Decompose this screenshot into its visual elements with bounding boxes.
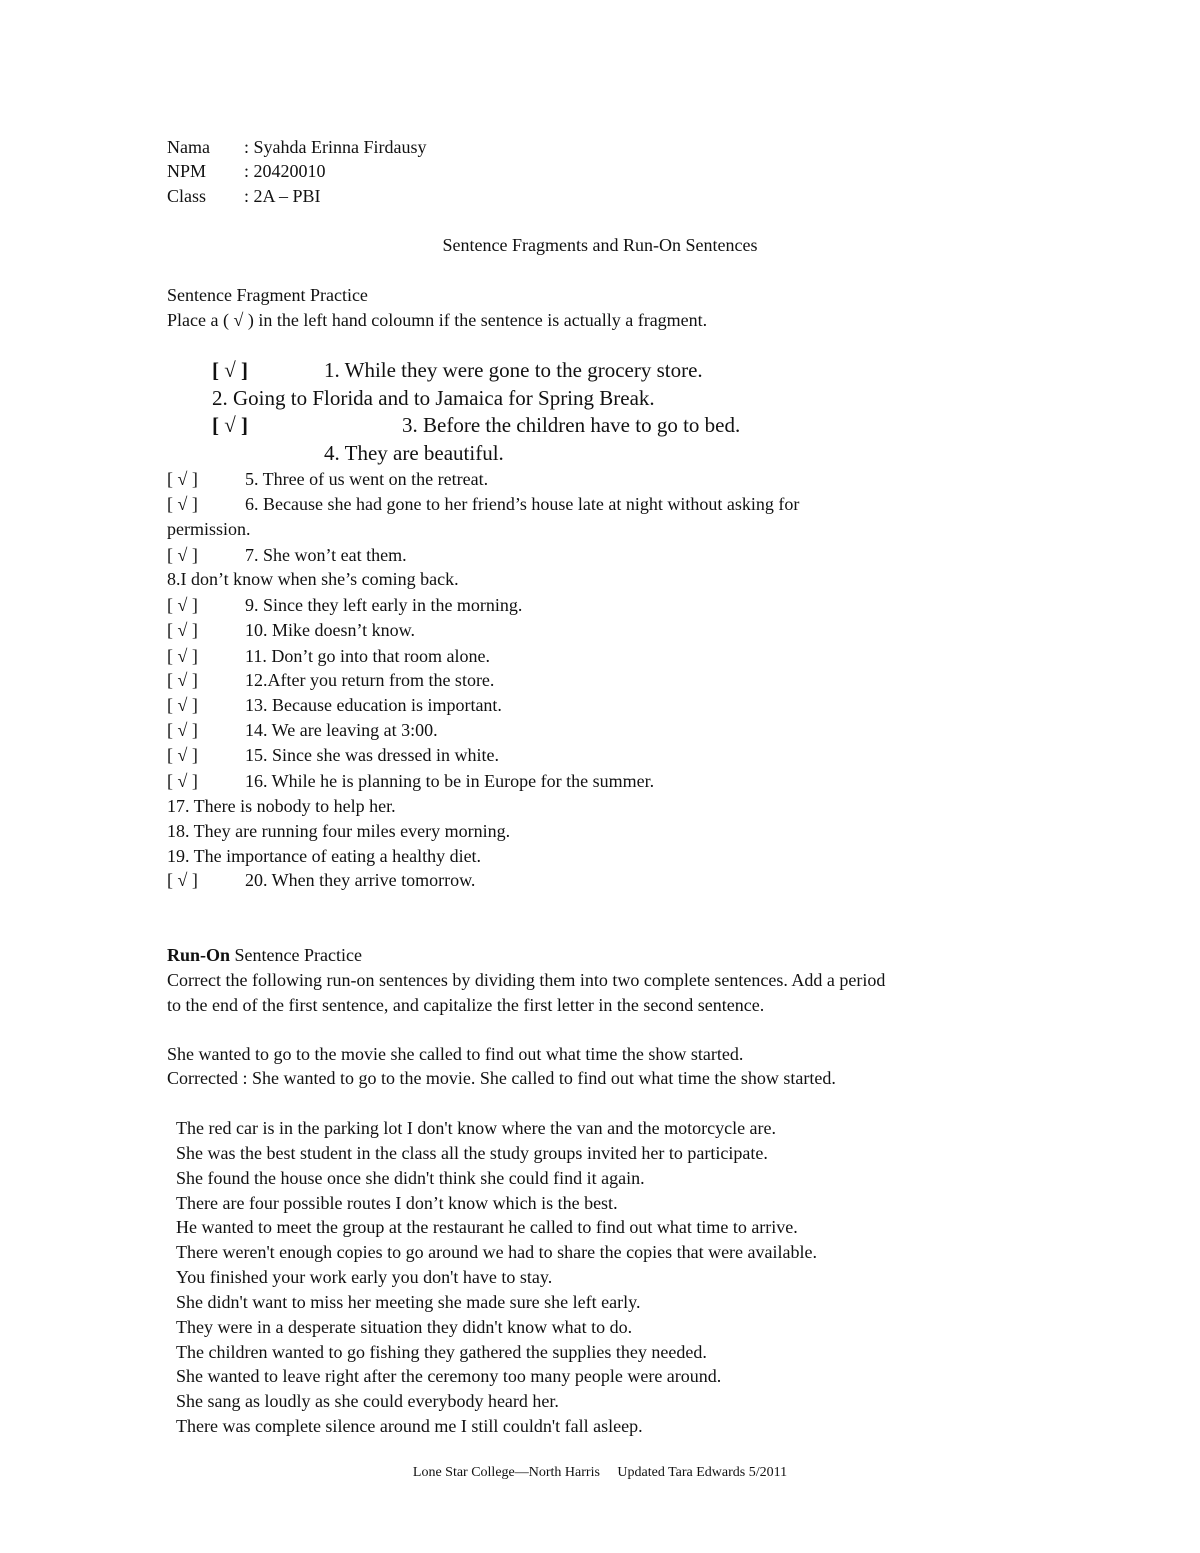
check-mark: [ √ ]: [167, 620, 198, 640]
fragment-item-continuation: permission.: [167, 519, 251, 539]
check-mark: [ √ ]: [167, 695, 198, 715]
check-mark: [ √ ]: [167, 771, 198, 791]
runon-heading: [167, 946, 362, 964]
runon-sentence: There was complete silence around me I still couldn't fall asleep.: [176, 1416, 643, 1436]
runon-heading-bold: Run-On: [167, 945, 231, 965]
fragment-item: 11. Don’t go into that room alone.: [245, 646, 490, 666]
page-footer: Lone Star College—North Harris Updated Tara Edwards 5/2011: [412, 1465, 788, 1480]
runon-sentence: She sang as loudly as she could everybody heard her.: [176, 1391, 559, 1411]
check-mark: [ √ ]: [167, 469, 198, 489]
class-label: Class: [167, 186, 207, 206]
runon-sentence: He wanted to meet the group at the restaurant he called to find out what time to arrive.: [176, 1217, 798, 1237]
runon-sentence: You finished your work early you don't have to stay.: [176, 1267, 553, 1287]
fragment-item: 6. Because she had gone to her friend’s house late at night without asking for: [245, 494, 800, 514]
check-mark: [ √ ]: [167, 595, 198, 615]
name-value: : Syahda Erinna Firdausy: [244, 137, 427, 157]
fragment-item: 17. There is nobody to help her.: [167, 796, 396, 816]
fragment-item: 7. She won’t eat them.: [245, 545, 407, 565]
runon-sentence: There weren't enough copies to go around we had to share the copies that were available.: [176, 1242, 817, 1262]
runon-sentence: She didn't want to miss her meeting she made sure she left early.: [176, 1292, 641, 1312]
fragment-instruction: Place a ( √ ) in the left hand coloumn if the sentence is actually a fragment.: [167, 310, 708, 330]
fragment-item: 16. While he is planning to be in Europe for the summer.: [245, 771, 655, 791]
check-mark: [ √ ]: [167, 720, 198, 740]
runon-sentence: There are four possible routes I don’t know which is the best.: [176, 1193, 618, 1213]
check-mark: [ √ ]: [167, 646, 198, 666]
fragment-item: 4. They are beautiful.: [324, 441, 504, 465]
name-label: Nama: [167, 137, 210, 157]
fragment-item: 20. When they arrive tomorrow.: [245, 870, 476, 890]
class-value: : 2A – PBI: [244, 186, 321, 206]
fragment-item: 8.I don’t know when she’s coming back.: [167, 569, 459, 589]
check-mark: [ √ ]: [167, 745, 198, 765]
check-mark: [ √ ]: [167, 670, 198, 690]
npm-value: : 20420010: [244, 161, 326, 181]
runon-sentence: They were in a desperate situation they didn't know what to do.: [176, 1317, 633, 1337]
runon-instruction-line1: Correct the following run-on sentences by dividing them into two complete sentences. Add a period: [167, 970, 886, 990]
fragment-item: 12.After you return from the store.: [245, 670, 495, 690]
runon-corrected: Corrected : She wanted to go to the movie. She called to find out what time the show started.: [167, 1068, 836, 1088]
fragment-item: 18. They are running four miles every morning.: [167, 821, 511, 841]
check-mark: [ √ ]: [167, 494, 198, 514]
fragment-item: 13. Because education is important.: [245, 695, 502, 715]
check-mark: [ √ ]: [212, 413, 249, 437]
check-mark: [ √ ]: [167, 545, 198, 565]
fragment-item: 2. Going to Florida and to Jamaica for Spring Break.: [212, 386, 655, 410]
fragment-item: 1. While they were gone to the grocery store.: [324, 358, 703, 382]
runon-sentence: She found the house once she didn't think she could find it again.: [176, 1168, 645, 1188]
fragment-item: 9. Since they left early in the morning.: [245, 595, 523, 615]
fragment-item: 19. The importance of eating a healthy diet.: [167, 846, 482, 866]
check-mark: [ √ ]: [167, 870, 198, 890]
fragment-item: 15. Since she was dressed in white.: [245, 745, 499, 765]
runon-sentence: She was the best student in the class all the study groups invited her to participate.: [176, 1143, 768, 1163]
runon-instruction-line2: to the end of the first sentence, and capitalize the first letter in the second sentence.: [167, 995, 765, 1015]
fragment-item: 14. We are leaving at 3:00.: [245, 720, 438, 740]
runon-example: She wanted to go to the movie she called to find out what time the show started.: [167, 1044, 744, 1064]
check-mark: [ √ ]: [212, 358, 249, 382]
fragment-item: 5. Three of us went on the retreat.: [245, 469, 489, 489]
runon-sentence: The children wanted to go fishing they gathered the supplies they needed.: [176, 1342, 707, 1362]
npm-label: NPM: [167, 161, 207, 181]
document-title: Sentence Fragments and Run-On Sentences: [442, 235, 758, 255]
fragment-heading: Sentence Fragment Practice: [167, 285, 368, 305]
runon-sentence: The red car is in the parking lot I don't know where the van and the motorcycle are.: [176, 1118, 777, 1138]
runon-sentence: She wanted to leave right after the ceremony too many people were around.: [176, 1366, 722, 1386]
fragment-item: 10. Mike doesn’t know.: [245, 620, 415, 640]
runon-heading-rest: Sentence Practice: [230, 945, 362, 965]
fragment-item: 3. Before the children have to go to bed.: [402, 413, 741, 437]
